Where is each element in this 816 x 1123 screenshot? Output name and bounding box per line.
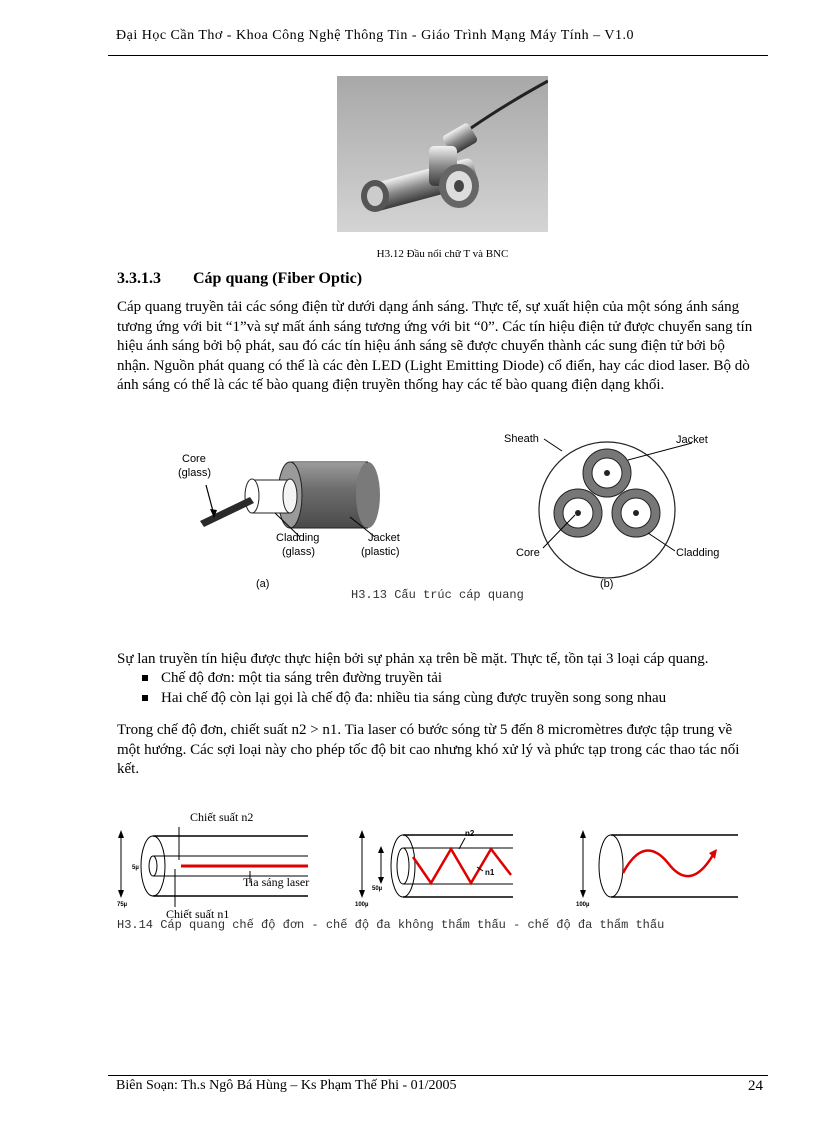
fiber-cross-section-b (539, 439, 692, 578)
jacket-label-b: Jacket (676, 434, 708, 446)
section-title: Cáp quang (Fiber Optic) (193, 270, 363, 287)
footer-rule (108, 1075, 768, 1076)
section-heading (117, 270, 362, 288)
dim-5u: 5µ (132, 865, 139, 871)
paragraph-2 (117, 650, 777, 670)
n2-dim: n2 (465, 829, 475, 838)
dim-50u: 50µ (372, 886, 383, 892)
core-label-a: Core (182, 453, 206, 465)
paragraph-1 (117, 298, 757, 396)
core-sub-label-a: (glass) (178, 467, 212, 479)
cladding-sub-label-a: (glass) (282, 546, 316, 558)
sheath-label: Sheath (504, 433, 539, 445)
jacket-sub-label-a: (plastic) (361, 546, 400, 558)
figure-caption-3-12: H3.12 Đầu nối chữ T và BNC (376, 248, 509, 260)
figure-caption-3-13: H3.13 Cấu trúc cáp quang (351, 588, 524, 602)
core-label-b: Core (516, 547, 540, 559)
mode-bullet-list (141, 668, 666, 708)
t-bnc-connector-photo (337, 76, 548, 232)
fiber-modes-figure (113, 805, 753, 920)
paragraph-1-text: Cáp quang truyền tải các sóng điện từ dưới dạng ánh sáng. Thực tế, sự xuất hiện của một sóng ánh sáng tương ứng với bit “1”và sự mất ánh sáng tương ứng với bit “0”. Các tín hiệu điện tử được chuyển sang tín hiệu ánh sáng bởi bộ phát, sau đó các tín hiệu ánh sáng sẽ được chuyển thành các sung điện tử bởi bộ nhận. Nguồn phát quang có thể là các đèn LED (Light Emitting Diode) cổ điển, hay các diod laser. Bộ dò ánh sáng có thể là các tế bào quang điện truyền thống hay các tế bào quang điện dạng khối. (117, 299, 753, 393)
bullet-item-2: Hai chế độ còn lại gọi là chế độ đa: nhiều tia sáng cùng được truyền song song nhau (141, 688, 666, 708)
dim-100u-b: 100µ (576, 902, 590, 908)
paragraph-2-text: Sự lan truyền tín hiệu được thực hiện bởi sự phản xạ trên bề mặt. Thực tế, tồn tại 3 loại cáp quang. (117, 651, 709, 667)
paragraph-3-text: Trong chế độ đơn, chiết suất n2 > n1. Tia laser có bước sóng từ 5 đến 8 micromètres được tập trung về một hướng. Các sợi loại này cho phép tốc độ bit cao nhưng khó xử lý và phức tạp trong các thao tác nối kết. (117, 722, 740, 777)
fiber-structure-figure (170, 425, 740, 590)
single-mode-diagram (118, 827, 308, 907)
laser-label: Tia sáng laser (243, 875, 310, 889)
fiber-cable-a (200, 462, 380, 537)
bullet-item-1: Chế độ đơn: một tia sáng trên đường truyền tải (141, 668, 666, 688)
page-number: 24 (748, 1078, 763, 1094)
n1-dim: n1 (485, 868, 495, 877)
part-b-tag: (b) (600, 578, 614, 590)
section-number: 3.3.1.3 (117, 270, 161, 287)
part-a-tag: (a) (256, 578, 270, 590)
dim-100u-a: 100µ (355, 902, 369, 908)
header-rule (108, 55, 768, 56)
figure-caption-3-14: H3.14 Cáp quang chế độ đơn - chế độ đa không thẩm thấu - chế độ đa thẩm thấu (117, 918, 665, 932)
n2-label: Chiết suất n2 (190, 810, 254, 824)
footer-authors: Biên Soạn: Th.s Ngô Bá Hùng – Ks Phạm Thế Phi - 01/2005 (116, 1078, 457, 1093)
multimode-graded-diagram (580, 830, 738, 898)
page-header: Đại Học Cần Thơ - Khoa Công Nghệ Thông Tin - Giáo Trình Mạng Máy Tính – V1.0 (116, 28, 635, 43)
dim-75u: 75µ (117, 902, 128, 908)
jacket-label-a: Jacket (368, 532, 400, 544)
cladding-label-a: Cladding (276, 532, 320, 544)
n1-label: Chiết suất n1 (166, 907, 230, 920)
paragraph-3 (117, 721, 757, 780)
cladding-label-b: Cladding (676, 547, 720, 559)
